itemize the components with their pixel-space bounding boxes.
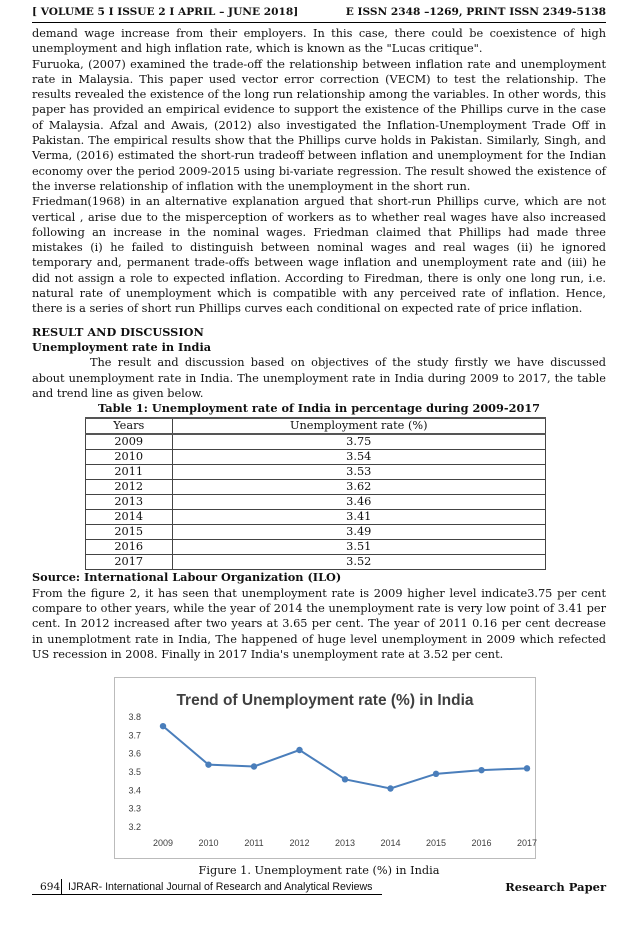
- x-tick-label: 2013: [334, 838, 356, 848]
- data-point: [160, 723, 166, 729]
- table-cell-year: 2016: [86, 540, 173, 555]
- table-row: [86, 540, 546, 555]
- y-tick-label: 3.2: [128, 822, 141, 832]
- table-cell-rate: 3.46: [172, 495, 545, 510]
- footer-divider: [61, 879, 62, 895]
- table-cell-rate: 3.52: [172, 555, 545, 570]
- table-cell-year: 2012: [86, 480, 173, 495]
- chart-frame: [114, 677, 536, 859]
- table-cell-rate: 3.53: [172, 465, 545, 480]
- paragraph-3: Friedman(1968) in an alternative explanation argued that short-run Phillips curve, which are not vertical , arise due to the misperception of workers as to whether real wages have also increased following an increase in the nominal wages. Friedman claimed that Phillips had made three mistakes (i) he failed to distinguish between nominal wages and real wages (ii) he ignored temporary and, permanent trade-offs between wage inflation and unemployment rate and (iii) he did not assign a role to expected inflation. According to Firedman, there is only one long run, i.e. natural rate of unemployment which is compatible with any perceived rate of inflation. Hence, there is a series of short run Phillips curves each conditional on expected rate of price inflation.: [32, 195, 606, 316]
- x-tick-label: 2011: [244, 838, 264, 848]
- x-tick-label: 2014: [380, 838, 401, 848]
- intro-paragraph: The result and discussion based on objectives of the study firstly we have discussed about unemployment rate in India. The unemployment rate in India during 2009 to 2017, the table and trend line as given below.: [32, 356, 606, 400]
- header-volume: [ VOLUME 5 I ISSUE 2 I APRIL – JUNE 2018]: [32, 6, 299, 18]
- y-tick-label: 3.8: [128, 712, 141, 722]
- x-tick-label: 2010: [198, 838, 219, 848]
- table-cell-year: 2010: [86, 450, 173, 465]
- x-tick-label: 2016: [471, 838, 492, 848]
- y-tick-label: 3.5: [128, 767, 141, 777]
- y-tick-label: 3.6: [128, 748, 141, 759]
- table-row: [86, 495, 546, 510]
- page-header: [32, 4, 606, 23]
- table-row: [86, 555, 546, 570]
- table-cell-rate: 3.51: [172, 540, 545, 555]
- data-point: [342, 776, 348, 782]
- analysis-paragraph: From the figure 2, it has seen that unemployment rate is 2009 higher level indicate3.75 per cent compare to other years, while the year of 2014 the unemployment rate is very low point of 3.41 per cent. In 2012 increased after two years at 3.65 per cent. The year of 2011 0.16 per cent decrease in unemplotment rate in India, The happened of huge level unemployment in 2009 which refected US recession in 2008. Finally in 2017 India's unemployment rate at 3.52 per cent.: [32, 586, 606, 661]
- table-row: [86, 525, 546, 540]
- paragraph-1: demand wage increase from their employers. In this case, there could be coexistence of high unemployment and high inflation rate, which is known as the "Lucas critique".: [32, 27, 606, 56]
- table-cell-year: 2011: [86, 465, 173, 480]
- table-row: [86, 450, 546, 465]
- data-point: [433, 771, 439, 777]
- table-cell-year: 2009: [86, 434, 173, 450]
- table-header-rate: Unemployment rate (%): [172, 418, 545, 434]
- table-source: Source: International Labour Organization (ILO): [32, 570, 342, 585]
- chart-title: Trend of Unemployment rate (%) in India: [176, 692, 474, 709]
- paragraph-2: Furuoka, (2007) examined the trade-off the relationship between inflation rate and unemployment rate in Malaysia. This paper used vector error correction (VECM) to test the relationship. The results revealed the existence of the long run relationship among the variables. In other words, this paper has provided an empirical evidence to support the existence of the Phillips curve in the case of Malaysia. Afzal and Awais, (2012) also investigated the Inflation-Unemployment Trade Off in Pakistan. The empirical results show that the Phillips curve holds in Pakistan. Similarly, Singh, and Verma, (2016) estimated the short-run tradeoff between inflation and unemployment for the Indian economy over the period 2009-2015 using bi-variate regression. The result showed the existence of the inverse relationship of inflation with the unemployment in the short run.: [32, 57, 606, 193]
- x-tick-label: 2009: [152, 838, 174, 848]
- data-point: [478, 767, 484, 773]
- table-cell-year: 2013: [86, 495, 173, 510]
- table-cell-rate: 3.41: [172, 510, 545, 525]
- table-cell-year: 2017: [86, 555, 173, 570]
- table-cell-year: 2015: [86, 525, 173, 540]
- table-cell-rate: 3.49: [172, 525, 545, 540]
- unemployment-table: [85, 417, 546, 570]
- table-cell-rate: 3.75: [172, 434, 545, 450]
- table-row: [86, 510, 546, 525]
- table-header-row: [86, 418, 546, 434]
- data-point: [524, 765, 530, 771]
- table-cell-rate: 3.62: [172, 480, 545, 495]
- page-number: 694: [40, 881, 61, 893]
- subsection-heading: Unemployment rate in India: [32, 339, 212, 354]
- unemployment-line-chart: [115, 678, 538, 858]
- figure-caption: Figure 1. Unemployment rate (%) in India: [198, 864, 440, 877]
- table-row: [86, 480, 546, 495]
- table-cell-year: 2014: [86, 510, 173, 525]
- table-caption: Table 1: Unemployment rate of India in percentage during 2009-2017: [97, 401, 541, 416]
- body-text: [32, 26, 606, 662]
- journal-name: IJRAR- International Journal of Research and Analytical Reviews: [68, 881, 373, 893]
- table-cell-rate: 3.54: [172, 450, 545, 465]
- data-point: [296, 747, 302, 753]
- table-header-years: Years: [86, 418, 173, 434]
- y-tick-label: 3.3: [128, 803, 141, 814]
- header-issn: E ISSN 2348 –1269, PRINT ISSN 2349-5138: [345, 6, 606, 18]
- table-row: [86, 465, 546, 480]
- x-tick-label: 2015: [425, 838, 447, 848]
- section-heading: RESULT AND DISCUSSION: [32, 324, 204, 339]
- x-tick-label: 2017: [516, 838, 538, 848]
- x-tick-label: 2012: [289, 838, 310, 848]
- research-paper-label: Research Paper: [505, 880, 606, 894]
- table-row: [86, 434, 546, 450]
- page-footer: [32, 879, 606, 895]
- data-point: [205, 761, 211, 767]
- y-tick-label: 3.7: [128, 730, 141, 741]
- footer-rule: [32, 894, 382, 895]
- data-point: [387, 785, 393, 791]
- data-point: [251, 763, 257, 769]
- y-tick-label: 3.4: [128, 785, 141, 796]
